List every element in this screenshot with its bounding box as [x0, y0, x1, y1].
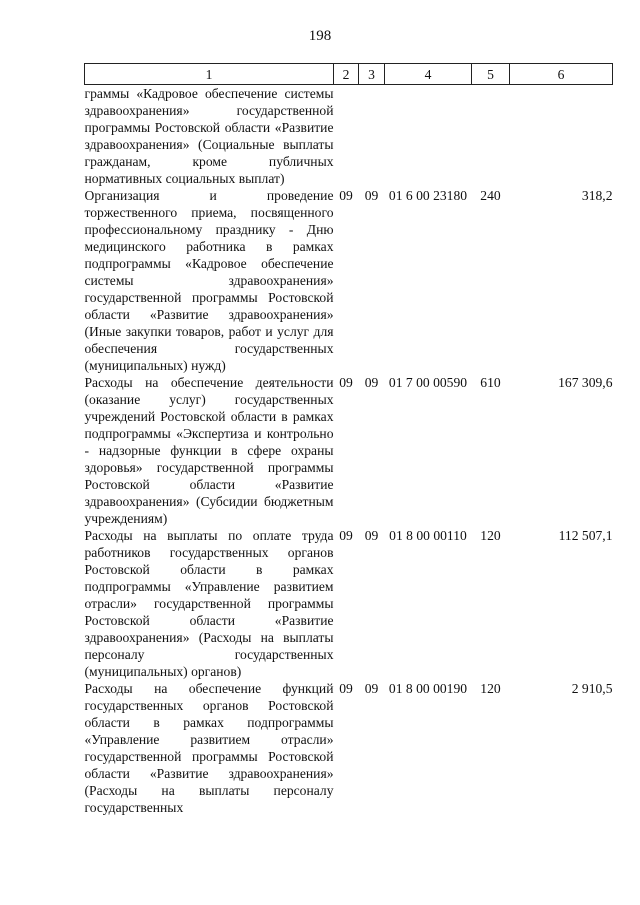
row-expense-type	[472, 85, 510, 188]
row-subsection-code: 09	[364, 188, 379, 203]
row-description: Расходы на выплаты по оплате труда работников государственных органов Ростовской области в рамках подпрограммы «Управление развитием отрасли» государственной программы Ростовской области «Развитие здравоохранения» (Расходы на выплаты персоналу государственных (муниципальных) органов)	[84, 528, 334, 679]
row-expense-type: 240	[480, 188, 501, 203]
row-subsection-code	[359, 85, 385, 188]
row-expense-type: 610	[480, 375, 501, 390]
row-amount: 318,2	[581, 188, 613, 203]
table-row	[85, 85, 613, 188]
budget-table	[84, 63, 613, 816]
row-amount: 167 309,6	[558, 375, 613, 390]
column-header-1: 1	[85, 64, 334, 85]
row-expense-type: 120	[480, 681, 501, 696]
row-section-code	[334, 85, 359, 188]
row-target-article: 01 6 00 23180	[388, 188, 468, 203]
row-section-code: 09	[339, 528, 353, 543]
column-header-2: 2	[334, 64, 359, 85]
row-amount	[510, 85, 613, 188]
row-target-article	[385, 85, 472, 188]
row-section-code: 09	[339, 681, 353, 696]
row-target-article: 01 7 00 00590	[388, 375, 468, 390]
table-row	[85, 187, 613, 374]
column-header-4: 4	[385, 64, 472, 85]
table-row	[85, 680, 613, 816]
row-amount: 112 507,1	[558, 528, 613, 543]
table-row	[85, 374, 613, 527]
row-target-article: 01 8 00 00110	[389, 528, 467, 543]
row-description: Расходы на обеспечение функций государственных органов Ростовской области в рамках подпрограммы «Управление развитием отрасли» государственной программы Ростовской области «Развитие здравоохранения» (Расходы на выплаты персоналу государственных	[84, 681, 334, 815]
row-expense-type: 120	[480, 528, 501, 543]
row-section-code: 09	[339, 188, 353, 203]
row-subsection-code: 09	[364, 375, 379, 390]
row-description: Расходы на обеспечение деятельности (оказание услуг) государственных учреждений Ростовской области в рамках подпрограммы «Экспертиза и контрольно - надзорные функции в сфере охраны здоровья» государственной программы Ростовской области «Развитие здравоохранения» (Субсидии бюджетным учреждениям)	[84, 375, 334, 526]
column-header-6: 6	[510, 64, 613, 85]
row-subsection-code: 09	[364, 528, 379, 543]
row-target-article: 01 8 00 00190	[388, 681, 468, 696]
header-row	[85, 64, 613, 85]
page-number: 198	[308, 28, 332, 44]
row-description: Организация и проведение торжественного приема, посвященного профессиональному празднику - Дню медицинского работника в рамках подпрограммы «Кадровое обеспечение системы здравоохранения» государственной программы Ростовской области «Развитие здравоохранения» (Иные закупки товаров, работ и услуг для обеспечения государственных (муниципальных) нужд)	[84, 188, 334, 373]
row-description: граммы «Кадровое обеспечение системы здравоохранения» государственной программы Ростовской области «Развитие здравоохранения» (Социальные выплаты гражданам, кроме публичных нормативных социальных выплат)	[84, 86, 334, 186]
table-row	[85, 527, 613, 680]
row-subsection-code: 09	[364, 681, 379, 696]
column-header-3: 3	[359, 64, 385, 85]
column-header-5: 5	[472, 64, 510, 85]
row-section-code: 09	[339, 375, 353, 390]
row-amount: 2 910,5	[571, 681, 613, 696]
